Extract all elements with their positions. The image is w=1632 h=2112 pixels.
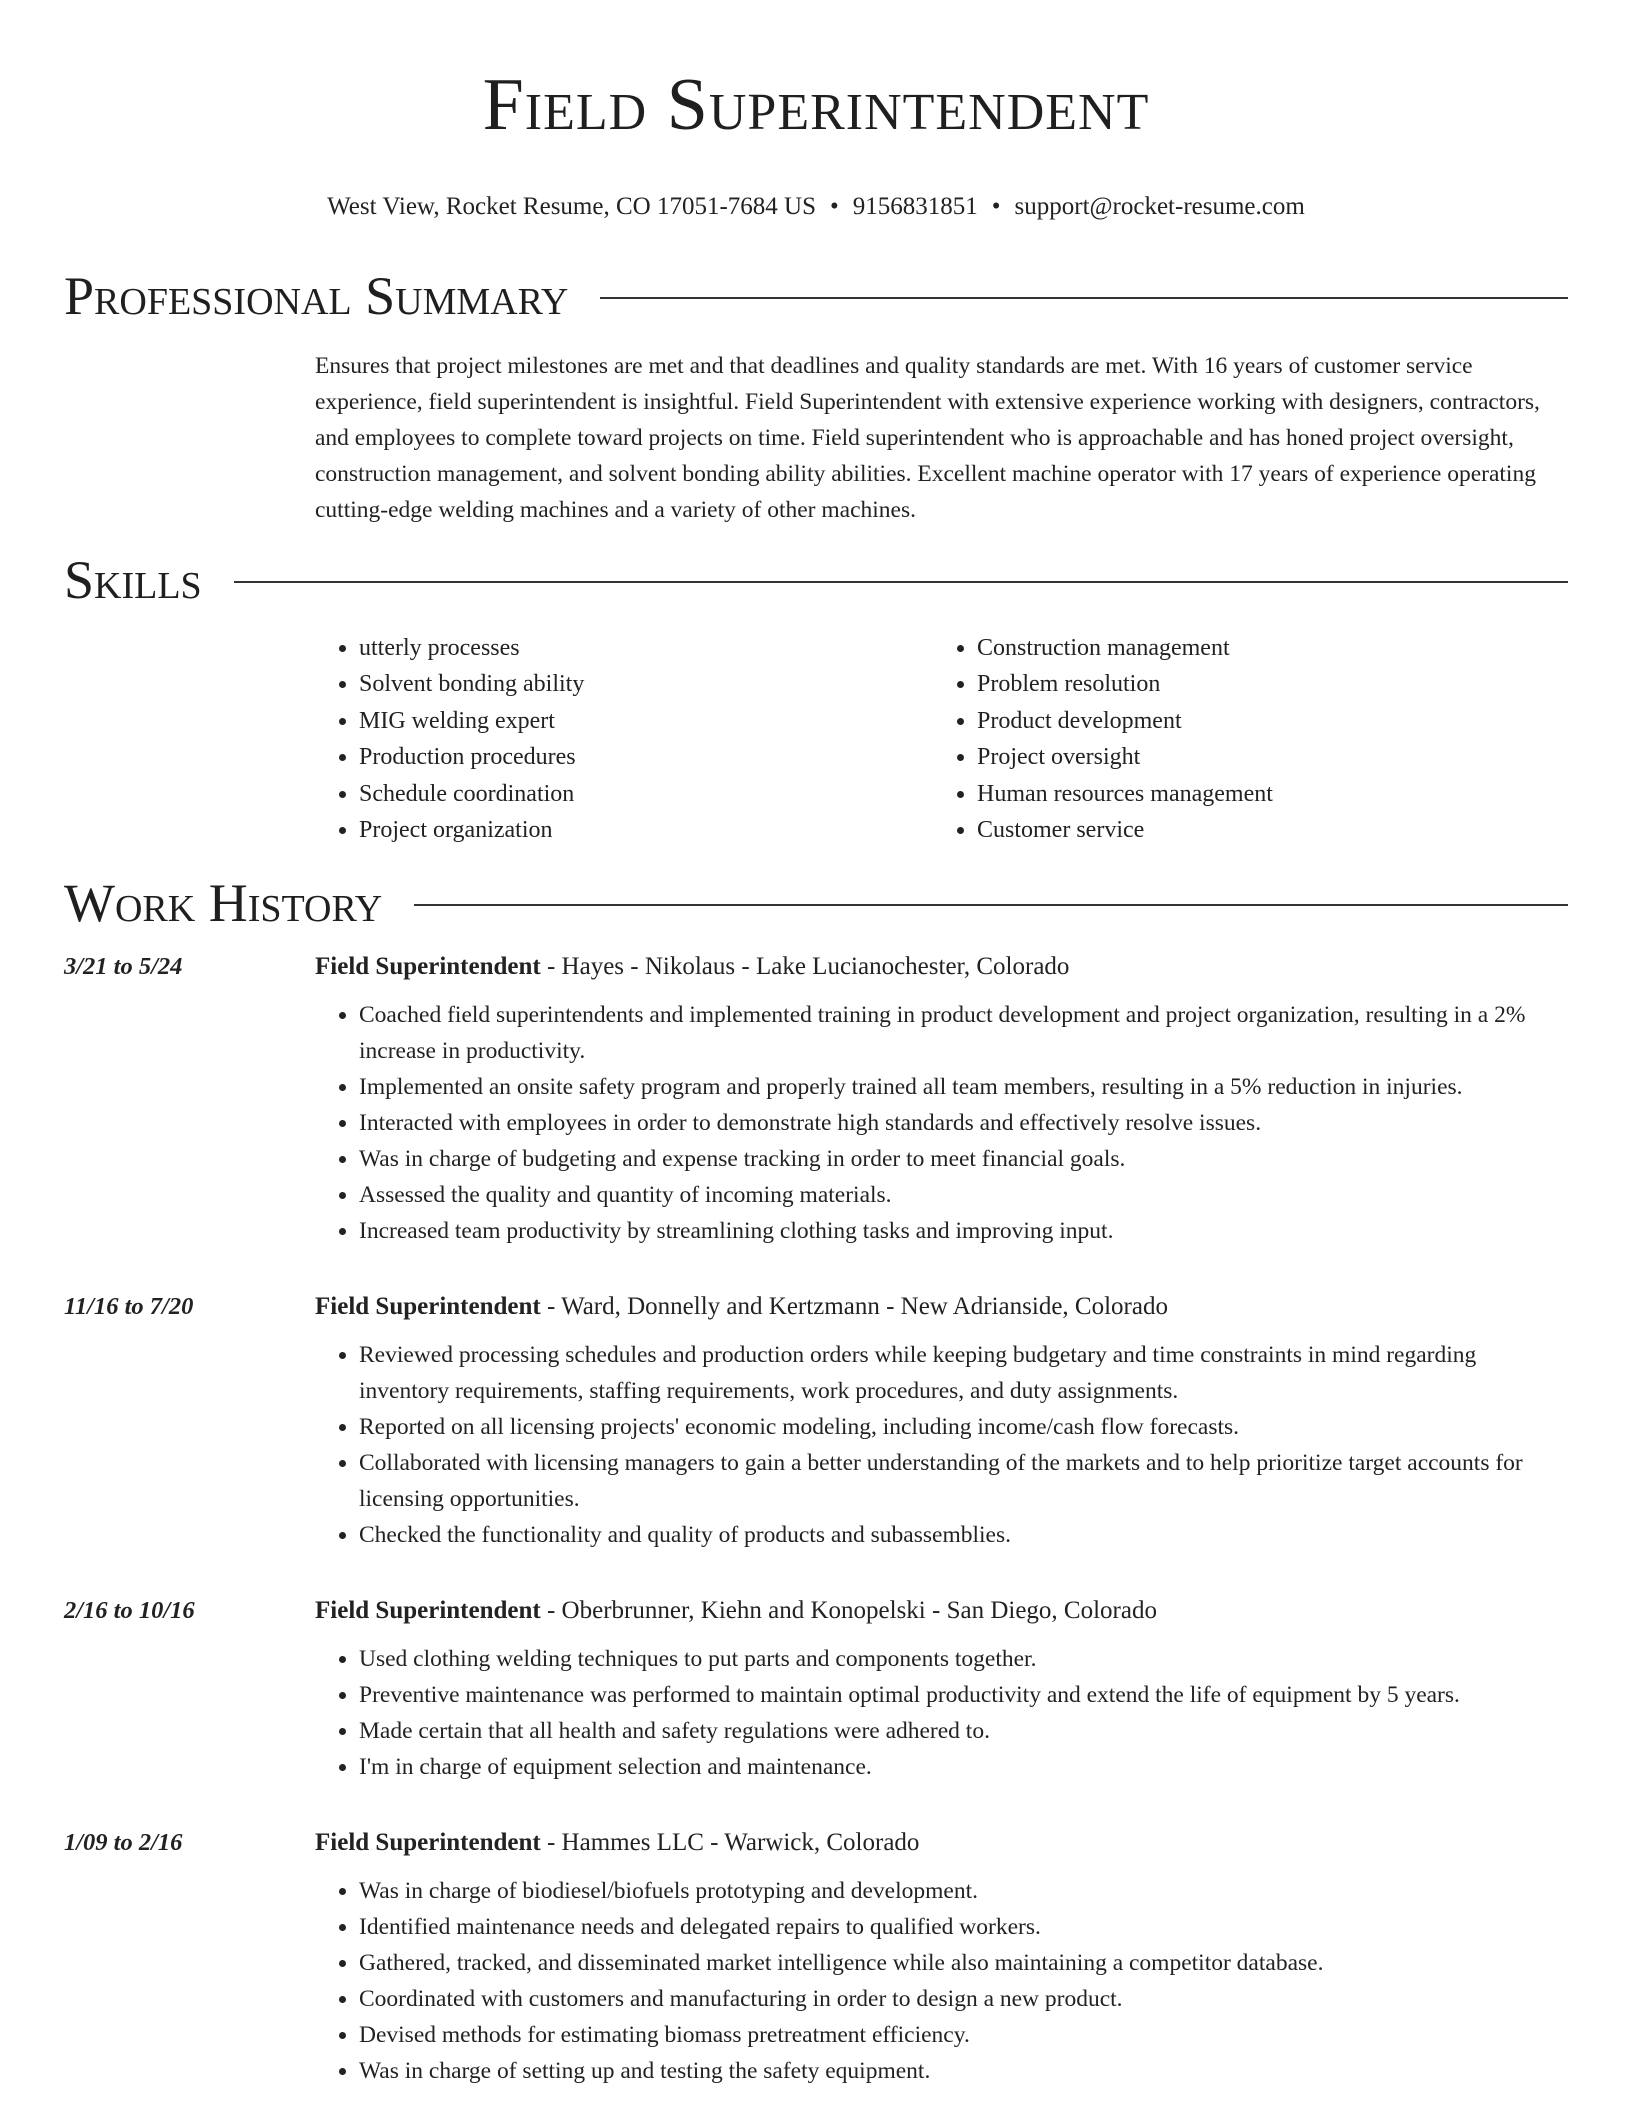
job-body [315, 1289, 1568, 1553]
job-role: Field Superintendent [315, 1292, 541, 1320]
job-body [315, 1593, 1568, 1785]
summary-text: Ensures that project milestones are met and that deadlines and quality standards are met. With 16 years of customer service experience, field superintendent is insightful. Field Superintendent with extensive experience working with designers, contractors, and employees to complete toward projects on time. Field superintendent who is approachable and has honed project oversight, construction management, and solvent bonding ability abilities. Excellent machine operator with 17 years of experience operating cutting-edge welding machines and a variety of other machines. [315, 353, 1540, 523]
job-entry [64, 1593, 1568, 1785]
job-bullets [315, 997, 1568, 1249]
job-bullet: • Increased team productivity by streamlining clothing tasks and improving input. [359, 1213, 1568, 1249]
job-bullet: • Was in charge of budgeting and expense tracking in order to meet financial goals. [359, 1141, 1568, 1177]
job-bullet: • Preventive maintenance was performed to maintain optimal productivity and extend the life of equipment by 5 years. [359, 1677, 1568, 1713]
job-bullet: • Made certain that all health and safety regulations were adhered to. [359, 1713, 1568, 1749]
section-divider [414, 904, 1568, 906]
job-dates: 1/09 to 2/16 [64, 1828, 183, 1856]
job-bullet: • Assessed the quality and quantity of incoming materials. [359, 1177, 1568, 1213]
summary-title: Professional Summary [64, 266, 569, 326]
job-body [315, 949, 1568, 1249]
job-heading [315, 949, 1568, 985]
job-bullet: • I'm in charge of equipment selection and maintenance. [359, 1749, 1568, 1785]
skills-column-left [315, 630, 933, 849]
job-dates: 11/16 to 7/20 [64, 1292, 194, 1320]
skill-item: • Schedule coordination [359, 776, 933, 813]
job-bullet: • Was in charge of setting up and testing the safety equipment. [359, 2053, 1568, 2089]
job-role: Field Superintendent [315, 1596, 541, 1624]
skills-section-header [64, 549, 1568, 610]
skill-item: • Solvent bonding ability [359, 666, 933, 703]
job-body [315, 1825, 1568, 2089]
skill-item: • utterly processes [359, 630, 933, 667]
job-bullet: • Used clothing welding techniques to put parts and components together. [359, 1641, 1568, 1677]
section-divider [600, 297, 1568, 299]
skills-list [315, 630, 1568, 849]
job-employer-location: - Hammes LLC - Warwick, Colorado [540, 1828, 920, 1856]
section-divider [234, 581, 1568, 583]
job-bullet: • Coached field superintendents and implemented training in product development and project organization, resulting in a 2% increase in productivity. [359, 997, 1568, 1069]
job-bullet: • Coordinated with customers and manufacturing in order to design a new product. [359, 1981, 1568, 2017]
candidate-name: Field Superintendent [482, 64, 1150, 146]
work-section-header [64, 872, 1568, 933]
job-bullets [315, 1641, 1568, 1785]
job-entry [64, 1825, 1568, 2089]
work-history-list [64, 949, 1568, 2089]
skill-item: • Human resources management [977, 776, 1273, 813]
contact-separator: • [829, 193, 839, 220]
job-dates: 2/16 to 10/16 [64, 1596, 195, 1624]
job-bullet: • Reported on all licensing projects' economic modeling, including income/cash flow forecasts. [359, 1409, 1568, 1445]
summary-section-header [64, 268, 1568, 324]
skill-item: • MIG welding expert [359, 703, 933, 740]
job-bullet: • Devised methods for estimating biomass pretreatment efficiency. [359, 2017, 1568, 2053]
skill-item: • Problem resolution [977, 666, 1273, 703]
job-bullet: • Collaborated with licensing managers to gain a better understanding of the markets and to help prioritize target accounts for licensing opportunities. [359, 1445, 1568, 1517]
skills-column-right [933, 630, 1273, 849]
work-title: Work History [64, 872, 383, 933]
contact-line [64, 192, 1568, 222]
job-employer-location: - Oberbrunner, Kiehn and Konopelski - San Diego, Colorado [540, 1596, 1157, 1624]
skill-item: • Production procedures [359, 739, 933, 776]
job-role: Field Superintendent [315, 1828, 541, 1856]
job-employer-location: - Hayes - Nikolaus - Lake Lucianochester, Colorado [540, 952, 1070, 980]
contact-phone: 9156831851 [852, 193, 978, 220]
job-bullets [315, 1337, 1568, 1553]
job-bullet: • Implemented an onsite safety program and properly trained all team members, resulting in a 5% reduction in injuries. [359, 1069, 1568, 1105]
job-heading [315, 1593, 1568, 1629]
skill-item: • Project organization [359, 812, 933, 849]
job-dates: 3/21 to 5/24 [64, 952, 183, 980]
job-bullet: • Gathered, tracked, and disseminated market intelligence while also maintaining a competitor database. [359, 1945, 1568, 1981]
job-entry [64, 1289, 1568, 1553]
skill-item: • Project oversight [977, 739, 1273, 776]
job-bullet: • Was in charge of biodiesel/biofuels prototyping and development. [359, 1873, 1568, 1909]
job-bullet: • Interacted with employees in order to demonstrate high standards and effectively resolve issues. [359, 1105, 1568, 1141]
skills-title: Skills [64, 549, 202, 610]
contact-separator: • [991, 193, 1001, 220]
job-bullet: • Checked the functionality and quality of products and subassemblies. [359, 1517, 1568, 1553]
contact-address: West View, Rocket Resume, CO 17051-7684 US [327, 193, 816, 220]
job-bullets [315, 1873, 1568, 2089]
skill-item: • Construction management [977, 630, 1273, 667]
job-role: Field Superintendent [315, 952, 541, 980]
job-employer-location: - Ward, Donnelly and Kertzmann - New Adrianside, Colorado [540, 1292, 1168, 1320]
skill-item: • Product development [977, 703, 1273, 740]
job-bullet: • Reviewed processing schedules and production orders while keeping budgetary and time constraints in mind regarding inventory requirements, staffing requirements, work procedures, and duty assignments. [359, 1337, 1568, 1409]
job-entry [64, 949, 1568, 1249]
skill-item: • Customer service [977, 812, 1273, 849]
job-bullet: • Identified maintenance needs and delegated repairs to qualified workers. [359, 1909, 1568, 1945]
contact-email[interactable]: support@rocket-resume.com [1014, 193, 1305, 220]
job-heading [315, 1289, 1568, 1325]
job-heading [315, 1825, 1568, 1861]
